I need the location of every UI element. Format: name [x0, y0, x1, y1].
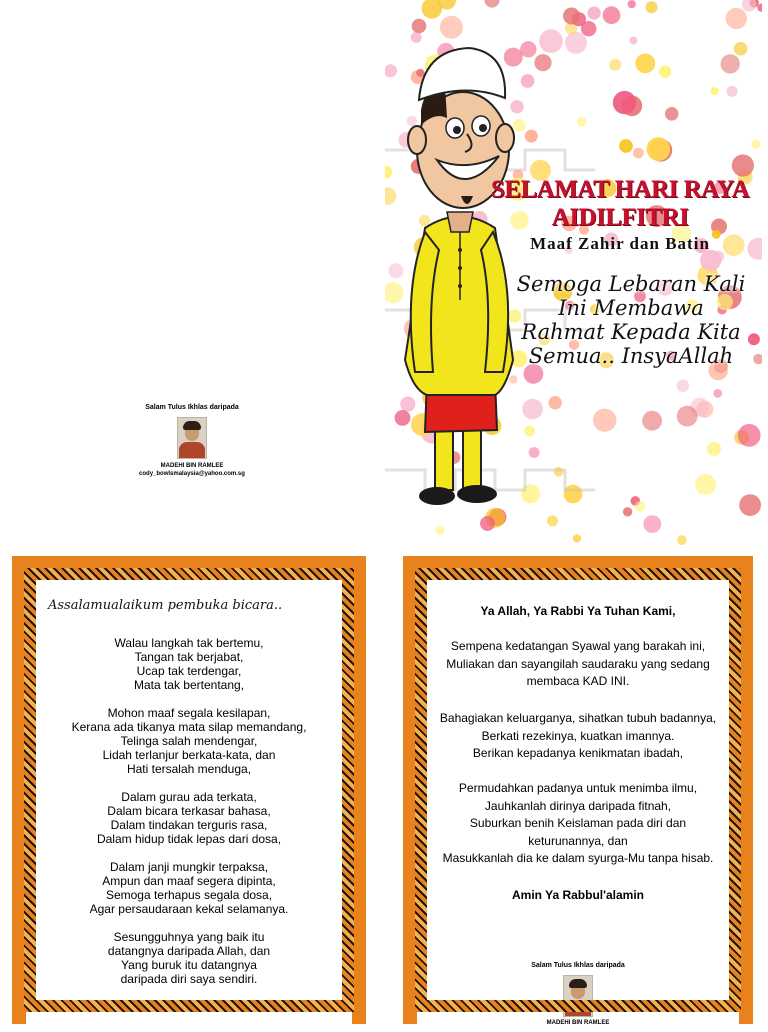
- sender-name: MADEHI BIN RAMLEE: [160, 463, 224, 469]
- poem-stanza-2: [26, 706, 352, 776]
- wish-line-2: Ini Membawa: [558, 296, 704, 320]
- greeting-cover: [385, 0, 762, 545]
- poem-line: Dalam janji mungkir terpaksa,: [109, 860, 269, 874]
- poem-stanza-1: [26, 636, 352, 692]
- cover-title-line1: SELAMAT HARI RAYA: [490, 176, 750, 203]
- sender-avatar: [177, 417, 207, 459]
- poem-line: Hati tersalah menduga,: [126, 762, 252, 776]
- poem-line: datangnya daripada Allah, dan: [107, 944, 271, 958]
- prayer-sender-avatar: [563, 975, 593, 1017]
- prayer-block-3: [417, 780, 739, 868]
- poem-line: Agar persaudaraan kekal selamanya.: [89, 902, 289, 916]
- cover-subtitle: Maaf Zahir dan Batin: [530, 234, 710, 253]
- prayer-block-2: [417, 710, 739, 763]
- wish-line-4: Semua.. InsyaAllah: [528, 344, 734, 368]
- poem-heading: Assalamualaikum pembuka bicara..: [48, 598, 283, 613]
- poem-line: Sesungguhnya yang baik itu: [113, 930, 265, 944]
- prayer-sender-block: [417, 962, 739, 1026]
- prayer-line: Jauhkanlah dirinya daripada fitnah,: [484, 798, 672, 813]
- sender-email: cody_bowlsmalaysia@yahoo.com.sg: [139, 471, 245, 477]
- prayer-line: Muliakan dan sayangilah saudaraku yang sedang: [446, 656, 710, 671]
- prayer-sender-name: MADEHI BIN RAMLEE: [546, 1020, 610, 1026]
- poem-line: Dalam hidup tidak lepas dari dosa,: [96, 832, 282, 846]
- prayer-line: Permudahkan padanya untuk menimba ilmu,: [458, 781, 698, 795]
- prayer-line: Bahagiakan keluarganya, sihatkan tubuh badannya,: [439, 711, 717, 725]
- prayer-sender-from-label: Salam Tulus Ikhlas daripada: [531, 962, 625, 969]
- wish-line-1: Semoga Lebaran Kali: [516, 272, 746, 296]
- poem-line: Dalam bicara terkasar bahasa,: [107, 804, 271, 818]
- poem-line: Ampun dan maaf segera dipinta,: [102, 874, 276, 888]
- poem-stanza-4: [26, 860, 352, 916]
- prayer-heading: Ya Allah, Ya Rabbi Ya Tuhan Kami,: [480, 604, 676, 618]
- poem-line: Lidah terlanjur berkata-kata, dan: [102, 748, 276, 762]
- prayer-line: Sempena kedatangan Syawal yang barakah ini,: [450, 639, 706, 653]
- sender-panel: [0, 0, 384, 545]
- prayer-line: keturunannya, dan: [528, 833, 628, 848]
- poem-line: Mata tak bertentang,: [133, 678, 245, 692]
- poem-line: daripada diri saya sendiri.: [120, 972, 258, 986]
- prayer-line: Suburkan benih Keislaman pada diri dan: [469, 816, 687, 830]
- sender-from-label: Salam Tulus Ikhlas daripada: [145, 404, 239, 411]
- prayer-line: Masukkanlah dia ke dalam syurga-Mu tanpa hisab.: [442, 851, 714, 865]
- poem-line: Dalam gurau ada terkata,: [121, 790, 257, 804]
- poem-line: Tangan tak berjabat,: [134, 650, 244, 664]
- wish-line-3: Rahmat Kepada Kita: [521, 320, 741, 344]
- poem-line: Mohon maaf segala kesilapan,: [107, 706, 271, 720]
- prayer-panel: [403, 556, 753, 1024]
- prayer-block-1: [417, 638, 739, 691]
- poem-panel: [12, 556, 366, 1024]
- cover-title-line2: AIDILFITRI: [551, 204, 689, 231]
- poem-stanza-3: [26, 790, 352, 846]
- poem-line: Ucap tak terdengar,: [136, 664, 242, 678]
- poem-page: [26, 570, 352, 1032]
- prayer-closing: Amin Ya Rabbul'alamin: [512, 888, 644, 902]
- poem-line: Walau langkah tak bertemu,: [114, 636, 264, 650]
- poem-line: Kerana ada tikanya mata silap memandang,: [71, 720, 307, 734]
- poem-line: Yang buruk itu datangnya: [121, 958, 257, 972]
- sender-block: [0, 404, 384, 477]
- poem-line: Telinga salah mendengar,: [120, 734, 258, 748]
- prayer-line: membaca KAD INI.: [526, 674, 630, 688]
- poem-line: Semoga terhapus segala dosa,: [105, 888, 273, 902]
- prayer-page: [417, 570, 739, 1032]
- prayer-line: Berikan kepadanya kenikmatan ibadah,: [472, 746, 684, 760]
- poem-stanza-5: [26, 930, 352, 986]
- poem-line: Dalam tindakan terguris rasa,: [110, 818, 268, 832]
- prayer-line: Berkati rezekinya, kuatkan imannya.: [481, 728, 675, 743]
